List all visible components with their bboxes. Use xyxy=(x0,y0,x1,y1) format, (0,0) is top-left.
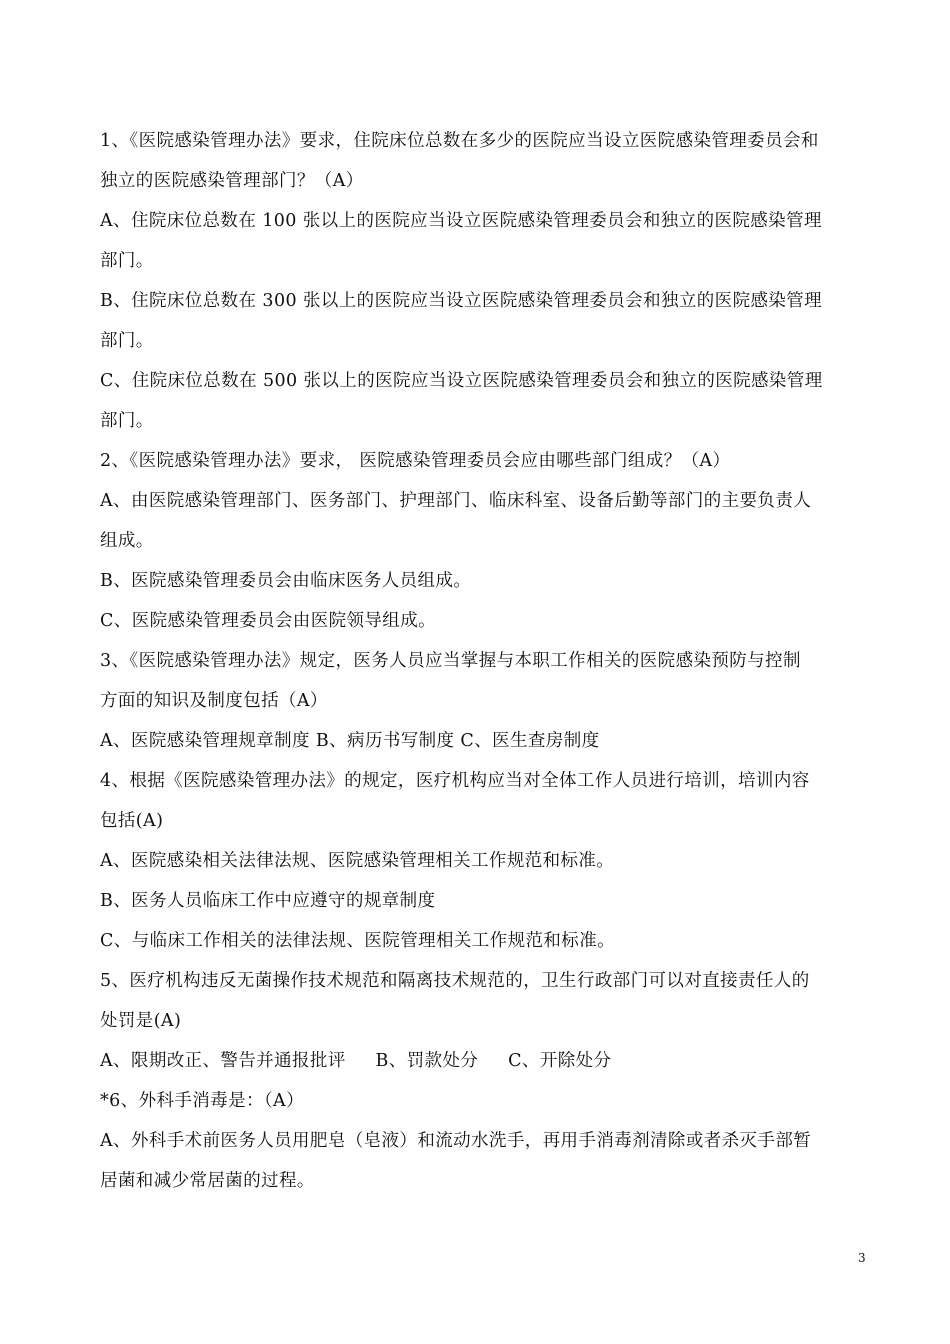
text-line: A、由医院感染管理部门、医务部门、护理部门、临床科室、设备后勤等部门的主要负责人 xyxy=(100,491,812,511)
text-line: 1、《医院感染管理办法》要求，住院床位总数在多少的医院应当设立医院感染管理委员会和 xyxy=(100,131,819,151)
text-line: 部门。 xyxy=(100,251,154,271)
text-line: A、住院床位总数在 100 张以上的医院应当设立医院感染管理委员会和独立的医院感染管理 xyxy=(100,211,822,231)
text-line: C、住院床位总数在 500 张以上的医院应当设立医院感染管理委员会和独立的医院感染管理 xyxy=(100,371,823,391)
text-line: A、医院感染管理规章制度 B、病历书写制度 C、医生查房制度 xyxy=(100,731,600,751)
text-line: 3、《医院感染管理办法》规定，医务人员应当掌握与本职工作相关的医院感染预防与控制 xyxy=(100,651,801,671)
text-line: 部门。 xyxy=(100,411,154,431)
text-line: 包括(A) xyxy=(100,811,164,831)
text-line: 方面的知识及制度包括（A） xyxy=(100,691,328,711)
text-line: 独立的医院感染管理部门？（A） xyxy=(100,171,364,191)
text-line: C、与临床工作相关的法律法规、医院管理相关工作规范和标准。 xyxy=(100,931,615,951)
document-body xyxy=(100,121,860,1201)
text-line: B、住院床位总数在 300 张以上的医院应当设立医院感染管理委员会和独立的医院感染管理 xyxy=(100,291,823,311)
text-line: 2、《医院感染管理办法》要求， 医院感染管理委员会应由哪些部门组成？（A） xyxy=(100,451,731,471)
text-line: 居菌和减少常居菌的过程。 xyxy=(100,1171,315,1191)
text-line: B、医院感染管理委员会由临床医务人员组成。 xyxy=(100,571,472,591)
text-line: B、医务人员临床工作中应遵守的规章制度 xyxy=(100,891,436,911)
text-line: A、医院感染相关法律法规、医院感染管理相关工作规范和标准。 xyxy=(100,851,615,871)
text-line: 部门。 xyxy=(100,331,154,351)
text-line: A、限期改正、警告并通报批评 B、罚款处分 C、开除处分 xyxy=(100,1051,612,1071)
page-number: 3 xyxy=(858,1251,866,1265)
text-line: A、外科手术前医务人员用肥皂（皂液）和流动水洗手，再用手消毒剂清除或者杀灭手部暂 xyxy=(100,1131,812,1151)
text-line: 5、医疗机构违反无菌操作技术规范和隔离技术规范的，卫生行政部门可以对直接责任人的 xyxy=(100,971,810,991)
text-line: 处罚是(A) xyxy=(100,1011,182,1031)
text-line: *6、外科手消毒是：（A） xyxy=(100,1091,304,1111)
text-line: C、医院感染管理委员会由医院领导组成。 xyxy=(100,611,436,631)
text-line: 组成。 xyxy=(100,531,154,551)
text-line: 4、根据《医院感染管理办法》的规定，医疗机构应当对全体工作人员进行培训，培训内容 xyxy=(100,771,810,791)
